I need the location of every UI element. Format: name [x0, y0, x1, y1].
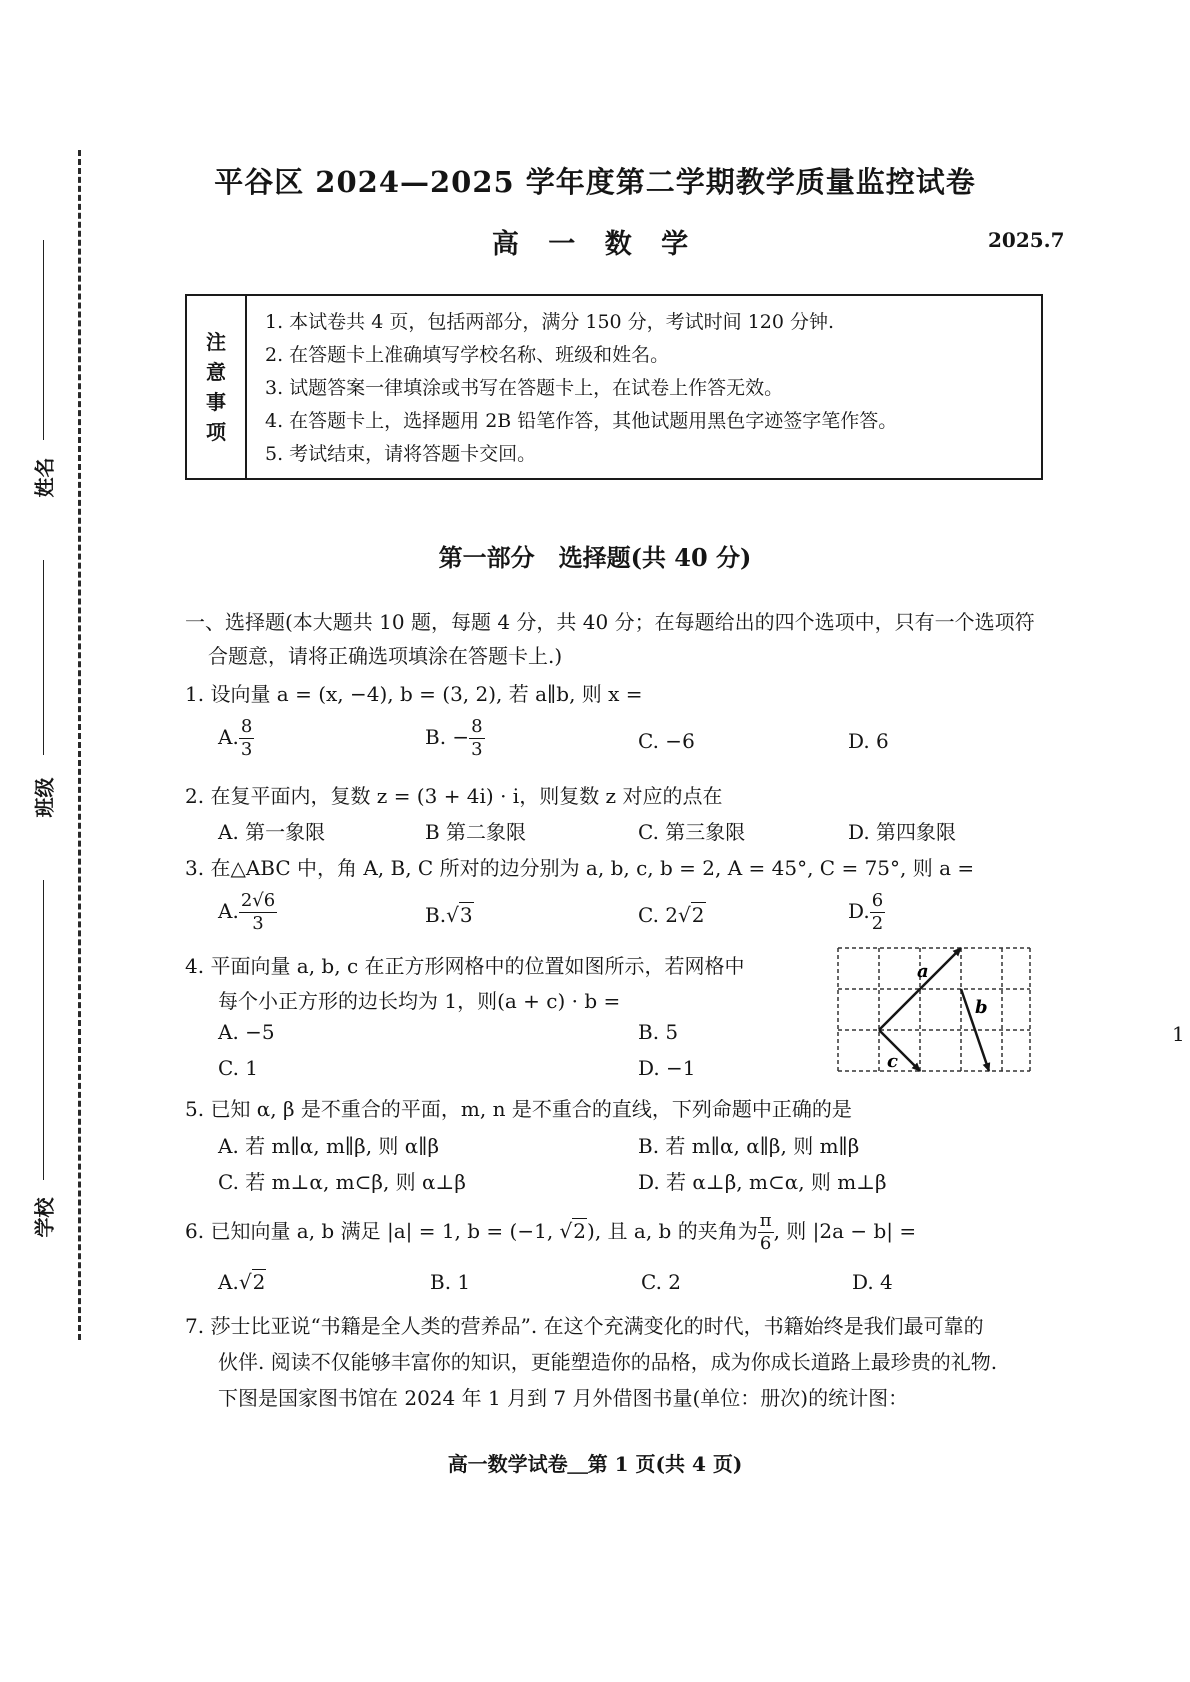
q7-line1: 7. 莎士比亚说“书籍是全人类的营养品”. 在这个充满变化的时代，书籍始终是我们最可靠的 [185, 1314, 984, 1338]
grid-lines [838, 948, 1030, 1071]
notice-item: 1. 本试卷共 4 页，包括两部分，满分 150 分，考试时间 120 分钟. [265, 311, 835, 333]
class-label: 班级 [32, 777, 57, 818]
class-line [43, 560, 44, 755]
vector-c-arrow [879, 1030, 920, 1071]
q4-option-b: B. 5 [638, 1020, 679, 1044]
q1-option-a: A. $\frac{8}{3}$ [218, 716, 253, 760]
q5-option-b: B. 若 m∥α, α∥β, 则 m∥β [638, 1134, 860, 1158]
instructions-line1: 一、选择题(本大题共 10 题，每题 4 分，共 40 分；在每题给出的四个选项中，只有一个选项符 [185, 610, 1035, 634]
q1-option-d: D. 6 [848, 729, 889, 753]
notice-list [265, 306, 897, 471]
vector-grid-figure [835, 945, 1035, 1075]
q6-option-a: A.√2 [218, 1270, 266, 1294]
q3-option-a: A. $\frac{2√6}{3}$ [218, 890, 276, 934]
school-line [43, 880, 44, 1180]
vector-b-label: b [975, 997, 988, 1018]
subject-title: 高 一 数 学 [491, 229, 699, 260]
q6-option-d: D. 4 [852, 1270, 893, 1294]
q1-option-c: C. −6 [638, 729, 695, 753]
notice-item: 5. 考试结束，请将答题卡交回。 [265, 443, 537, 465]
q3-option-d: D. $\frac{6}{2}$ [848, 890, 884, 934]
q2-option-c: C. 第三象限 [638, 820, 746, 844]
q3-option-b: B.√3 [425, 903, 473, 927]
edge-mark: 1 [1172, 1022, 1185, 1046]
q1-option-b: B. − $\frac{8}{3}$ [425, 716, 483, 760]
section-title: 第一部分 选择题(共 40 分) [438, 543, 752, 572]
q4-option-a: A. −5 [218, 1020, 275, 1044]
notice-box [185, 294, 1043, 480]
notice-item: 4. 在答题卡上，选择题用 2B 铅笔作答，其他试题用黑色字迹签字笔作答。 [265, 410, 898, 432]
binding-dashed-line [78, 150, 81, 1340]
page-footer: 高一数学试卷＿第 1 页(共 4 页) [447, 1452, 743, 1476]
q4-stem-line1: 4. 平面向量 a, b, c 在正方形网格中的位置如图所示，若网格中 [185, 954, 745, 978]
q3-stem: 3. 在△ABC 中，角 A, B, C 所对的边分别为 a, b, c, b = 2, A = 45°, C = 75°, 则 a = [185, 856, 975, 880]
name-label: 姓名 [32, 457, 57, 498]
exam-title: 平谷区 2024—2025 学年度第二学期教学质量监控试卷 [214, 165, 976, 199]
q5-option-d: D. 若 α⊥β, m⊂α, 则 m⊥β [638, 1170, 887, 1194]
q7-line3: 下图是国家图书馆在 2024 年 1 月到 7 月外借图书量(单位：册次)的统计图： [218, 1386, 909, 1410]
school-label: 学校 [32, 1197, 57, 1238]
q4-stem-line2: 每个小正方形的边长均为 1，则(a + c) · b = [218, 989, 621, 1013]
q4-option-c: C. 1 [218, 1056, 259, 1080]
q5-stem: 5. 已知 α, β 是不重合的平面，m, n 是不重合的直线，下列命题中正确的是 [185, 1097, 852, 1121]
q5-option-c: C. 若 m⊥α, m⊂β, 则 α⊥β [218, 1170, 466, 1194]
instructions-line2: 合题意，请将正确选项填涂在答题卡上.) [208, 644, 563, 668]
vector-a-label: a [917, 961, 929, 982]
q3-option-c: C. 2√2 [638, 903, 705, 927]
vector-c-label: c [887, 1051, 898, 1072]
exam-date: 2025.7 [988, 228, 1065, 252]
q6-option-b: B. 1 [430, 1270, 471, 1294]
q6-stem: 6. 已知向量 a, b 满足 |a| = 1, b = (−1, √2), 且 a, b 的夹角为 $\frac{\pi}{6}$ , 则 |2a − b| = [185, 1210, 917, 1254]
q2-option-b: B 第二象限 [425, 820, 527, 844]
q2-stem: 2. 在复平面内，复数 z = (3 + 4i) · i，则复数 z 对应的点在 [185, 784, 723, 808]
q2-option-d: D. 第四象限 [848, 820, 957, 844]
q2-option-a: A. 第一象限 [218, 820, 326, 844]
q4-option-d: D. −1 [638, 1056, 696, 1080]
name-line [43, 240, 44, 440]
q7-line2: 伙伴. 阅读不仅能够丰富你的知识，更能塑造你的品格，成为你成长道路上最珍贵的礼物. [218, 1350, 998, 1374]
q5-option-a: A. 若 m∥α, m∥β, 则 α∥β [218, 1134, 440, 1158]
q1-stem: 1. 设向量 a = (x, −4), b = (3, 2), 若 a∥b, 则 x = [185, 682, 643, 706]
q6-option-c: C. 2 [641, 1270, 682, 1294]
notice-item: 3. 试题答案一律填涂或书写在答题卡上，在试卷上作答无效。 [265, 377, 784, 399]
notice-item: 2. 在答题卡上准确填写学校名称、班级和姓名。 [265, 344, 670, 366]
notice-heading: 注 意 事 项 [187, 296, 247, 478]
